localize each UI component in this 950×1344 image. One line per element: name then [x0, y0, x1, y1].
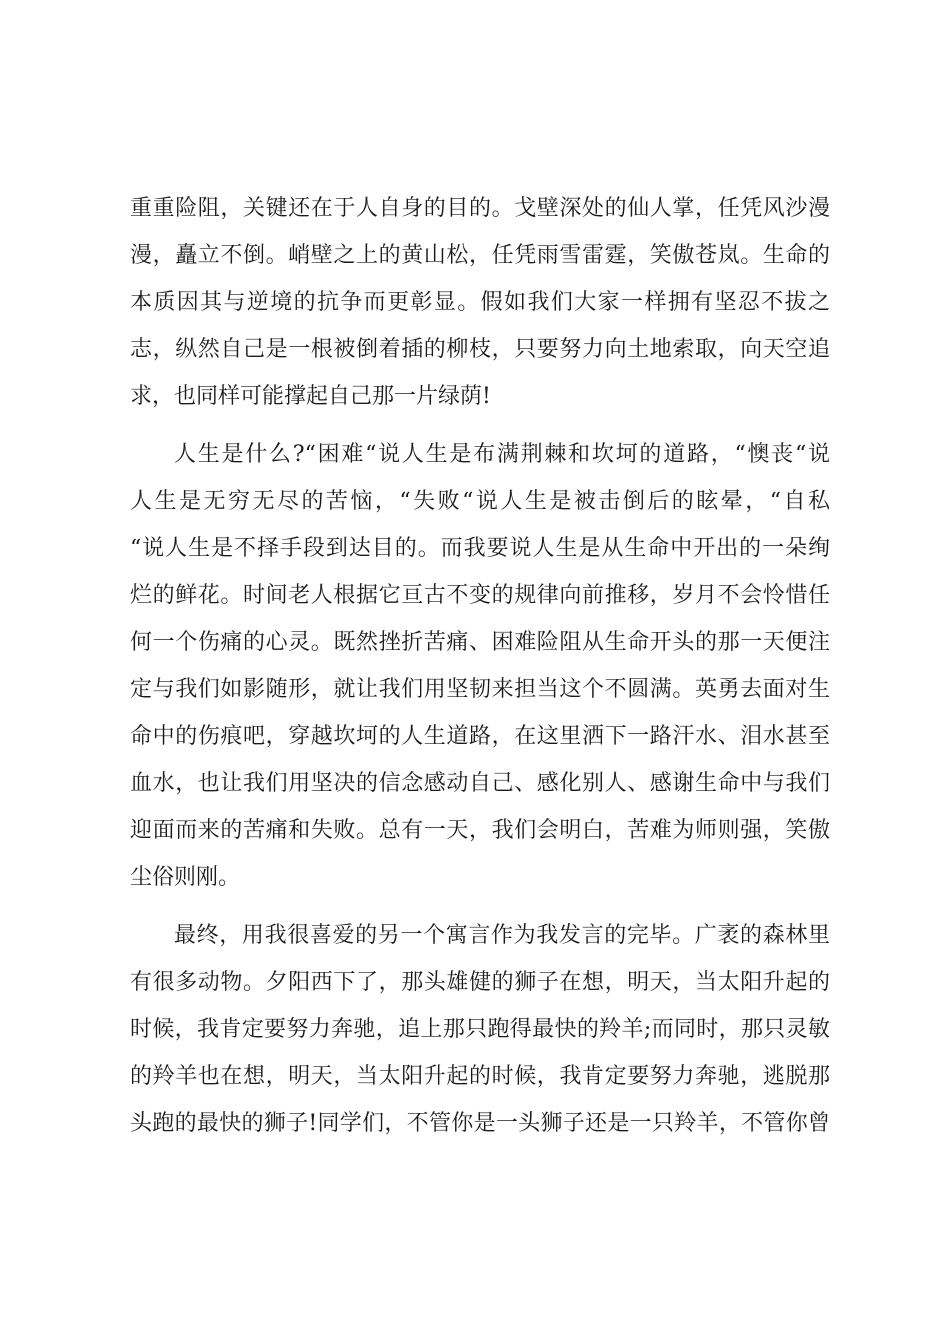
text-line: 定与我们如影随形，就让我们用坚韧来担当这个不圆满。英勇去面对生: [130, 677, 830, 702]
text-line: “说人生是不择手段到达目的。而我要说人生是从生命中开出的一朵绚: [130, 536, 830, 561]
text-line: 命中的伤痕吧，穿越坎坷的人生道路，在这里洒下一路汗水、泪水甚至: [130, 724, 830, 749]
text-line: 人生是什么?“困难“说人生是布满荆棘和坎坷的道路，“懊丧“说: [174, 442, 830, 467]
text-line: 求，也同样可能撑起自己那一片绿荫!: [130, 384, 491, 409]
text-line: 血水，也让我们用坚决的信念感动自己、感化别人、感谢生命中与我们: [130, 771, 830, 796]
text-line: 漫，矗立不倒。峭壁之上的黄山松，任凭雨雪雷霆，笑傲苍岚。生命的: [130, 243, 830, 268]
text-line: 烂的鲜花。时间老人根据它亘古不变的规律向前推移，岁月不会怜惜任: [130, 583, 830, 608]
text-line: 时候，我肯定要努力奔驰，追上那只跑得最快的羚羊;而同时，那只灵敏: [130, 1017, 830, 1042]
text-line: 最终，用我很喜爱的另一个寓言作为我发言的完毕。广袤的森林里: [174, 923, 830, 948]
text-line: 本质因其与逆境的抗争而更彰显。假如我们大家一样拥有坚忍不拔之: [130, 290, 830, 315]
text-line: 迎面而来的苦痛和失败。总有一天，我们会明白，苦难为师则强，笑傲: [130, 818, 830, 843]
text-line: 头跑的最快的狮子!同学们，不管你是一头狮子还是一只羚羊，不管你曾: [130, 1111, 830, 1136]
text-line: 何一个伤痛的心灵。既然挫折苦痛、困难险阻从生命开头的那一天便注: [130, 630, 830, 655]
text-line: 尘俗则刚。: [130, 865, 241, 890]
text-line: 的羚羊也在想，明天，当太阳升起的时候，我肯定要努力奔驰，逃脱那: [130, 1064, 830, 1089]
text-line: 重重险阻，关键还在于人自身的目的。戈壁深处的仙人掌，任凭风沙漫: [130, 196, 830, 221]
text-line: 志，纵然自己是一根被倒着插的柳枝，只要努力向土地索取，向天空追: [130, 337, 830, 362]
text-line: 人生是无穷无尽的苦恼，“失败“说人生是被击倒后的眩晕，“自私: [130, 489, 830, 514]
text-line: 有很多动物。夕阳西下了，那头雄健的狮子在想，明天，当太阳升起的: [130, 970, 830, 995]
